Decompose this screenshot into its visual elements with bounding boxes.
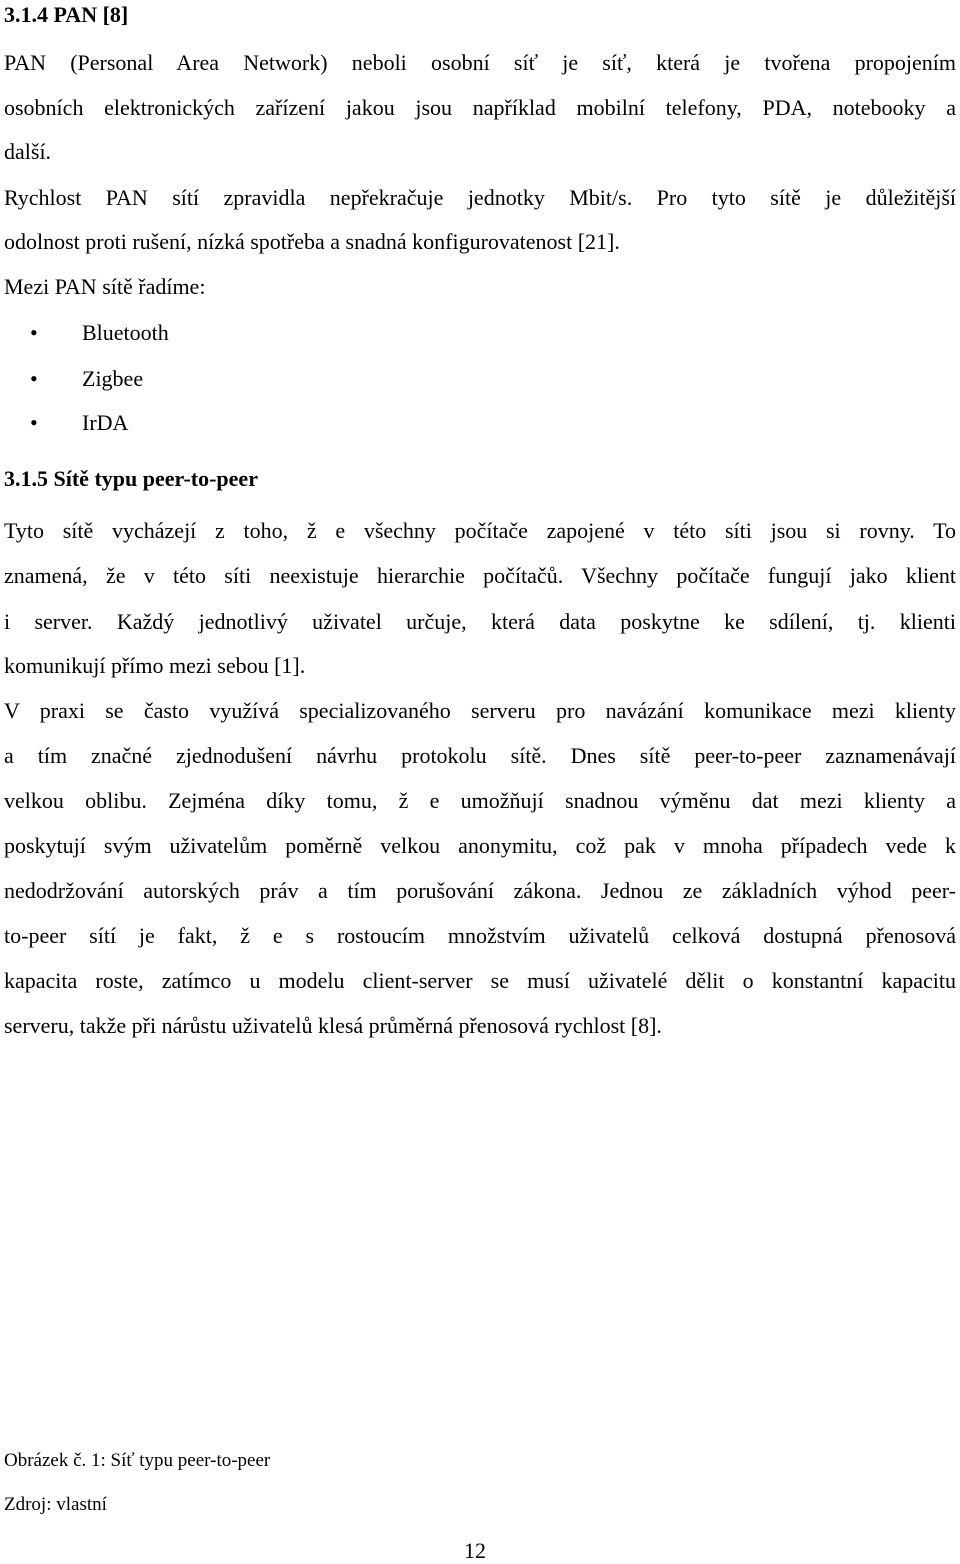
figure-source: Zdroj: vlastní <box>4 1494 107 1515</box>
pan-line-1: PAN (Personal Area Network) neboli osobní síť je síť, která je tvořena propojením <box>4 50 956 75</box>
figure-caption: Obrázek č. 1: Síť typu peer-to-peer <box>4 1450 271 1471</box>
page-number: 12 <box>464 1538 486 1563</box>
p2p-line-3: i server. Každý jednotlivý uživatel určuje, která data poskytne ke sdílení, tj. klienti <box>4 609 956 634</box>
pan-line-5: odolnost proti rušení, nízká spotřeba a snadná konfigurovatenost [21]. <box>4 229 620 254</box>
bullet-icon: • <box>30 366 38 391</box>
p2p-line-5: V praxi se často využívá specializovaného serveru pro navázání komunikace mezi klienty <box>4 698 956 723</box>
heading-pan: 3.1.4 PAN [8] <box>4 2 129 27</box>
bullet-icon: • <box>30 320 38 345</box>
heading-p2p: 3.1.5 Sítě typu peer-to-peer <box>4 466 258 491</box>
pan-line-6: Mezi PAN sítě řadíme: <box>4 274 206 299</box>
pan-line-4: Rychlost PAN sítí zpravidla nepřekračuje jednotky Mbit/s. Pro tyto sítě je důležitější <box>4 185 956 210</box>
list-item-bluetooth: Bluetooth <box>82 320 169 345</box>
pan-line-2: osobních elektronických zařízení jakou jsou například mobilní telefony, PDA, notebooky a <box>4 95 956 120</box>
p2p-line-12: serveru, takže při nárůstu uživatelů klesá průměrná přenosová rychlost [8]. <box>4 1013 662 1038</box>
list-item-zigbee: Zigbee <box>82 366 144 391</box>
p2p-line-8: poskytují svým uživatelům poměrně velkou anonymitu, což pak v mnoha případech vede k <box>4 833 956 858</box>
p2p-line-10: to-peer sítí je fakt, ž e s rostoucím množstvím uživatelů celková dostupná přenosová <box>4 923 956 948</box>
p2p-line-11: kapacita roste, zatímco u modelu client-server se musí uživatelé dělit o konstantní kapacitu <box>4 968 956 993</box>
pan-line-3: další. <box>4 139 52 164</box>
p2p-line-9: nedodržování autorských práv a tím porušování zákona. Jednou ze základních výhod peer- <box>4 878 956 903</box>
p2p-line-4: komunikují přímo mezi sebou [1]. <box>4 653 306 678</box>
p2p-line-6: a tím značné zjednodušení návrhu protokolu sítě. Dnes sítě peer-to-peer zaznamenávají <box>4 743 956 768</box>
p2p-line-7: velkou oblibu. Zejména díky tomu, ž e umožňují snadnou výměnu dat mezi klienty a <box>4 788 956 813</box>
p2p-line-1: Tyto sítě vycházejí z toho, ž e všechny počítače zapojené v této síti jsou si rovny. To <box>4 518 956 543</box>
list-item-irda: IrDA <box>82 410 129 435</box>
bullet-icon: • <box>30 410 38 435</box>
p2p-line-2: znamená, že v této síti neexistuje hierarchie počítačů. Všechny počítače fungují jako klient <box>4 563 956 588</box>
